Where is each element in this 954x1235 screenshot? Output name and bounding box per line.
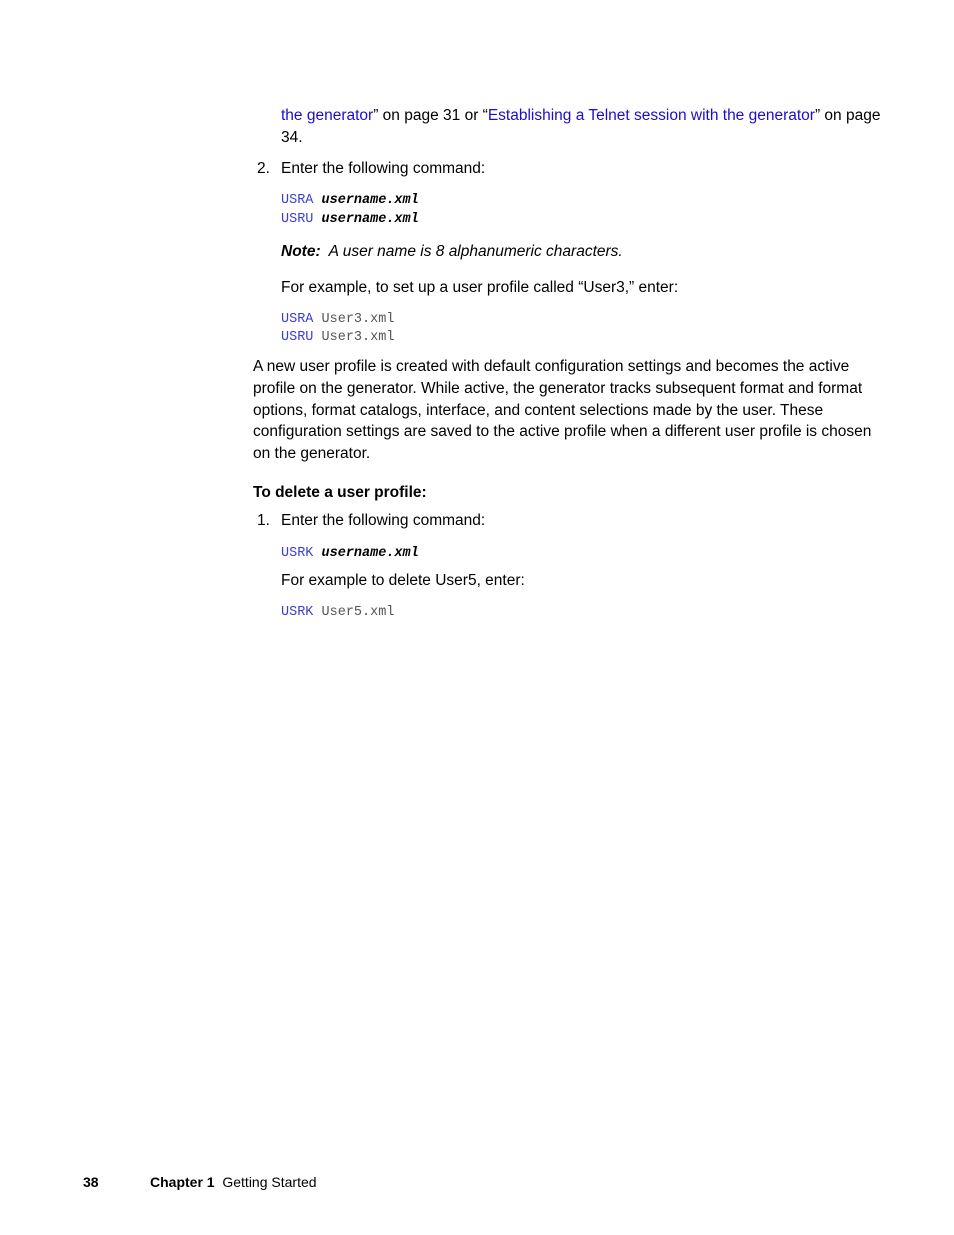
description-paragraph (253, 356, 873, 465)
intro-line-1 (281, 107, 880, 125)
note-label: Note: (281, 243, 321, 260)
paragraph-line: configuration settings are saved to the active profile when a different user profile is chosen (253, 423, 872, 441)
command-parameter: username.xml (321, 193, 419, 208)
step-2-text: Enter the following command: (281, 160, 486, 177)
intro-text-2: ” on page (814, 107, 881, 124)
command-keyword: USRU (281, 212, 314, 227)
command-keyword: USRA (281, 193, 314, 208)
command-keyword: USRU (281, 330, 314, 345)
chapter-label: Chapter 1 (150, 1174, 215, 1190)
paragraph-line: on the generator. (253, 445, 371, 463)
link-establishing-telnet-session[interactable]: Establishing a Telnet session with the generator (487, 107, 815, 124)
paragraph-line: profile on the generator. While active, the generator tracks subsequent format and format (253, 379, 863, 397)
intro-line-2: 34. (281, 129, 303, 146)
note (281, 243, 623, 261)
intro-text-1: ” on page 31 or “ (373, 107, 488, 124)
note-text: A user name is 8 alphanumeric characters. (328, 243, 623, 260)
command-keyword: USRK (281, 546, 314, 561)
command-argument: User3.xml (321, 330, 395, 345)
paragraph-line: A new user profile is created with default configuration settings and becomes the active (253, 358, 850, 375)
command-usru (281, 212, 419, 227)
command-keyword: USRA (281, 312, 314, 327)
example-usru (281, 330, 394, 345)
command-parameter: username.xml (321, 546, 419, 561)
command-argument: User5.xml (321, 605, 395, 620)
command-parameter: username.xml (321, 212, 419, 227)
command-usrk (281, 546, 419, 561)
example-usra (281, 312, 394, 327)
command-keyword: USRK (281, 605, 314, 620)
delete-example-text: For example to delete User5, enter: (281, 572, 525, 589)
link-the-generator[interactable]: the generator (281, 107, 374, 124)
page-number: 38 (83, 1174, 99, 1190)
step-2-number: 2. (257, 160, 270, 177)
delete-heading: To delete a user profile: (253, 484, 427, 501)
command-usra (281, 193, 419, 208)
command-argument: User3.xml (321, 312, 395, 327)
paragraph-line: options, format catalogs, interface, and content selections made by the user. These (253, 401, 824, 419)
footer-chapter (150, 1174, 317, 1190)
delete-step-1-number: 1. (257, 512, 270, 529)
example-add-text: For example, to set up a user profile called “User3,” enter: (281, 279, 679, 296)
chapter-title: Getting Started (222, 1174, 317, 1190)
delete-step-1-text: Enter the following command: (281, 512, 486, 529)
example-usrk (281, 605, 394, 620)
